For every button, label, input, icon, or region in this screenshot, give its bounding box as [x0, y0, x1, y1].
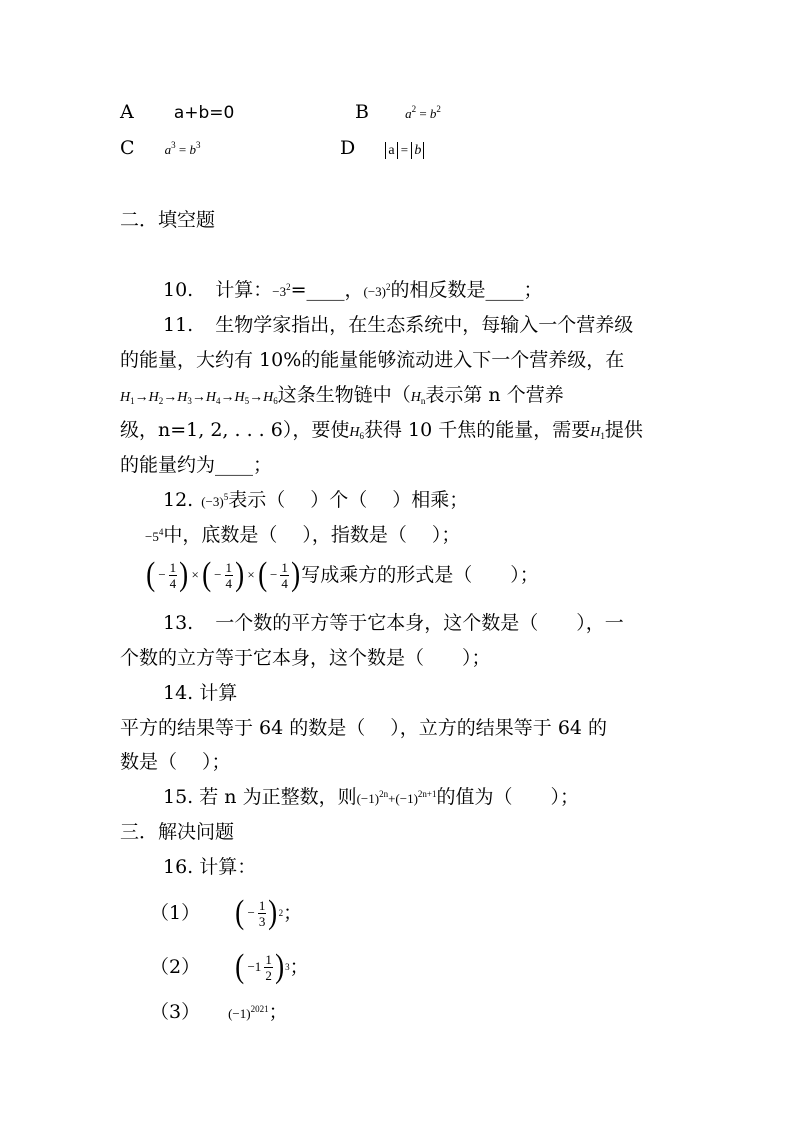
- question-12-line-2: $-5^4$中，底数是（ ），指数是（ ）；: [145, 524, 461, 546]
- question-10: 10. 计算：$-3^2=\_\_\_\_$，$(-3)^2$的相反数是____；: [163, 279, 543, 301]
- energy-chain: [120, 390, 278, 405]
- question-11-line-5: 的能量约为____；: [120, 454, 273, 476]
- choice-a: [120, 100, 234, 125]
- choice-a-letter: A: [120, 101, 134, 123]
- chain-arrow: →: [249, 390, 264, 405]
- question-13-line-1: 13. 一个数的平方等于它本身，这个数是（ ），一: [163, 612, 624, 634]
- choice-d-letter: D: [340, 137, 356, 159]
- section-2-title: 二．填空题: [120, 209, 216, 231]
- question-16-item-3: （3） $(-1)^{2021}$；: [150, 1001, 288, 1023]
- question-12-line-1: 12. $(-3)^5$表示（ ）个（ ）相乘；: [163, 489, 469, 511]
- choice-b-expr: $a^2 = b^2$: [405, 104, 441, 121]
- chain-level: $H_3$: [177, 390, 192, 406]
- question-11-line-1: 11. 生物学家指出，在生态系统中，每输入一个营养级: [163, 314, 634, 336]
- choice-c: [120, 136, 200, 162]
- product-expression: ( − $\frac{1}{4}$ ) × ( − $\frac{1}{4}$ ) × ( − $\frac{1}{4}$ ): [146, 556, 301, 593]
- choice-c-letter: C: [120, 137, 135, 159]
- chain-level: $H_4$: [205, 390, 221, 406]
- question-11-line-4: 级，n=1, 2, . . . 6），要使$H_6$获得 10 千焦的能量，需要$H_1$提供: [120, 419, 643, 441]
- chain-level: $H_5$: [234, 390, 250, 406]
- choice-c-expr: $a^3 = b^3$: [164, 140, 201, 157]
- question-14-title: 14. 计算: [163, 682, 238, 704]
- chain-level: $H_2$: [148, 390, 164, 406]
- choice-d-expr: a = b: [385, 137, 424, 159]
- question-12-line-3: ( − $\frac{1}{4}$ ) × ( − $\frac{1}{4}$ ) × ( − $\frac{1}{4}$ ) 写成乘方的形式是（ ）；: [146, 556, 539, 593]
- choice-b: [355, 100, 441, 126]
- question-13-line-2: 个数的立方等于它本身，这个数是（ ）；: [120, 647, 491, 669]
- choice-b-letter: B: [355, 101, 369, 123]
- question-14-line-1: 平方的结果等于 64 的数是（ ），立方的结果等于 64 的: [120, 717, 608, 739]
- chain-arrow: →: [134, 390, 149, 405]
- choice-d: [340, 136, 424, 162]
- chain-arrow: →: [163, 390, 178, 405]
- chain-level: $H_1$: [120, 390, 135, 406]
- question-16-title: 16. 计算：: [163, 856, 257, 878]
- question-16-item-1: （1） ( − $\frac{1}{3}$ ) 2 ；: [150, 894, 303, 931]
- question-11-line-2: 的能量，大约有 10%的能量能够流动进入下一个营养级，在: [120, 349, 625, 371]
- choice-a-text: a+b=0: [173, 103, 235, 123]
- chain-arrow: →: [220, 390, 235, 405]
- question-11-line-3: $H_1\to H_2\to H_3\to H_4\to H_5\to H_6$这条生物链中（$H_n$表示第 n 个营养: [120, 384, 564, 406]
- section-3-title: 三．解决问题: [120, 821, 235, 843]
- chain-arrow: →: [191, 390, 206, 405]
- question-14-line-2: 数是（ ）；: [120, 751, 231, 773]
- chain-level: $H_6$: [263, 390, 278, 406]
- question-15: 15. 若 n 为正整数，则$(-1)^{2n}+(-1)^{2n+1}$的值为（ ）；: [163, 786, 580, 808]
- question-16-item-2: （2） ( −1 $\frac{1}{2}$ ) 3 ；: [150, 948, 309, 985]
